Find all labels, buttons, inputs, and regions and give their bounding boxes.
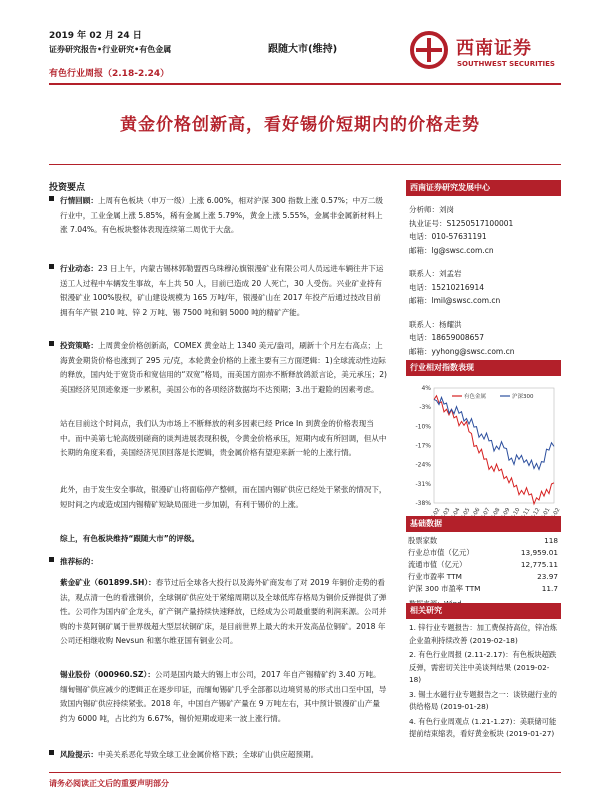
related-item[interactable]: 2. 有色行业周报 (2.11-2.17)：有色板块超跌反弹，需密切关注中美谈判结果 (2019-02-18) <box>409 650 557 684</box>
stat-label: 行业总市值（亿元） <box>408 548 474 557</box>
legend-label: 有色金属 <box>464 394 487 400</box>
y-tick-label: -24% <box>415 461 431 469</box>
related-item[interactable]: 4. 有色行业周观点 (1.21-1.27)：美联储可能提前结束缩表，看好黄金板块 (2019-01-27) <box>409 716 557 738</box>
team-header: 西南证券研究发展中心 <box>406 180 561 196</box>
analyst-license: 执业证号：S1250517100001 <box>409 218 514 228</box>
analyst-email[interactable]: 邮箱：lg@swsc.com.cn <box>409 245 494 255</box>
chart-header: 行业相对指数表现 <box>406 360 561 376</box>
stat-value: 23.97 <box>537 572 558 581</box>
basic-data-table <box>408 535 558 595</box>
series-line-1 <box>434 397 554 469</box>
analyst-phone: 电话：010-57631191 <box>409 232 487 241</box>
para-rating-summary: 综上，有色板块维持“跟随大市”的评级。 <box>60 534 200 543</box>
related-research-header: 相关研究 <box>406 603 561 619</box>
related-research-list <box>409 622 561 743</box>
team-info <box>409 203 514 358</box>
stat-row <box>408 571 558 583</box>
para-market-review <box>60 194 387 238</box>
bullet-icon <box>49 196 54 201</box>
report-type: 证券研究报告•行业研究•有色金属 <box>49 45 172 54</box>
stat-row <box>408 547 558 559</box>
para-label: 紫金矿业（601899.SH）： <box>60 578 156 587</box>
para-label: 行业动态： <box>60 264 98 273</box>
related-item[interactable]: 1. 锌行业专题报告：加工费保持高位，锌冶炼企业盈利持续改善 (2019-02-18) <box>409 623 557 645</box>
para-label: 行情回顾： <box>60 196 98 205</box>
para-text: 上周有色板块（申万一级）上涨 6.00%，相对沪深 300 指数上涨 0.57%；中万二级行业中，工业金属上涨 5.85%，稀有金属上涨 5.79%，黄金上涨 5.55%，金属非金属新材料上涨 7.04%。有色板块整体表现连续第二周优于大盘。 <box>60 196 383 234</box>
para-risk <box>60 748 387 763</box>
basic-data-header: 基础数据 <box>406 516 561 532</box>
report-date: 2019 年 02 月 24 日 <box>49 31 142 41</box>
y-tick-label: -38% <box>415 500 431 507</box>
para-text: 中美关系恶化导致全球工业金属价格下跌；全球矿山供应超预期。 <box>97 750 319 759</box>
para-label: 风险提示： <box>60 750 98 759</box>
header-divider <box>49 83 561 85</box>
bullet-icon <box>49 557 54 562</box>
weekly-label: 有色行业周报（2.18-2.24） <box>49 69 170 79</box>
contact-email[interactable]: 邮箱：yyhong@swsc.com.cn <box>409 346 515 356</box>
para-text: 23 日上午，内蒙古锡林郭勒盟西乌珠穆沁旗银漫矿业有限公司人员远进车辆往井下运送工人过程中车辆发生事故，车上共 50 人，目前已造成 20 人死亡，30 人受伤。兴业矿业持有银漫矿业 100%股权，矿山建设规模为 165 万吨/年，银漫矿山在 2017 年投产后通过技改目前拥有年产银 210 吨、锌 2 万吨、锡 7500 吨和铜 5000 吨的精矿产能。 <box>60 264 384 317</box>
logo-cn: 西南证券 <box>456 38 532 59</box>
y-tick-label: 4% <box>421 385 431 392</box>
footer-divider <box>49 772 561 773</box>
analyst-name: 分析师：刘岗 <box>409 205 454 214</box>
related-item[interactable]: 3. 锡土水磁行业专题报告之一：谈铁磁行业的供给格局 (2019-01-28) <box>409 689 557 711</box>
contact-name: 联系人：刘孟岩 <box>409 269 462 278</box>
stat-label: 流通市值（亿元） <box>408 560 467 569</box>
stat-value: 12,775.11 <box>520 560 558 569</box>
logo-en: SOUTHWEST SECURITIES <box>457 60 555 68</box>
section-investment-points: 投资要点 <box>49 183 86 193</box>
bullet-icon <box>49 341 54 346</box>
plot-frame <box>434 388 554 503</box>
title-divider <box>49 164 561 165</box>
para-gold-outlook: 站在目前这个时间点，我们认为市场上不断释放的利多因素已经 Price In 到黄金的价格表现当中。而中美第七轮高级别磋商的谈判进展表现积极，令黄金价格承压，短期内或有所回调，但从中长期的角度来看，美国经济见顶回落是长逻辑，贵金属价格有望迎来新一轮的上涨行情。 <box>60 419 387 457</box>
stat-value: 13,959.01 <box>520 548 558 557</box>
stat-label: 沪深 300 市盈率 TTM <box>408 584 481 593</box>
contact-phone: 电话：18659008657 <box>409 333 484 342</box>
para-industry-news <box>60 262 387 320</box>
stat-value: 11.7 <box>541 584 558 593</box>
contact-phone: 电话：15210216914 <box>409 282 484 292</box>
para-text: 公司是国内最大的锡上市公司，2017 年自产锡精矿约 3.40 万吨。缅甸锡矿供应减少的逻辑正在逐步印证，而缅甸锡矿几乎全部都以边境贸易的形式出口至中国，导致国内锡矿供应持续紧张。2018 年，中国自产锡矿产量在 9 万吨左右，其中预计银漫矿山产量约为 6000 吨，占比约为 6.67%，锡价短期或迎来一波上涨行情。 <box>60 670 387 723</box>
para-label: 锡业股份（000960.SZ）： <box>60 670 155 679</box>
para-text: 春节过后全球各大投行以及海外矿商发布了对 2019 年铜价走势的看法，观点清一色的看涨铜价，全球铜矿供应处于紧缩周期以及全球低库存格局为铜价反弹提供了弹性。公司作为国内矿企龙头，矿产铜产量持续快速释放，已经成为公司最重要的利润来源。公司并购的卡莫阿铜矿属于世界级超大型层状铜矿床，是目前世界上最大的未开发高品位铜矿。2018 年公司还相继收购 Nevsun 和塞尔维亚国有铜业公司。 <box>60 578 387 645</box>
para-strategy <box>60 339 387 397</box>
stat-row <box>408 583 558 595</box>
contact-name: 联系人：杨耀洪 <box>409 319 462 329</box>
stat-label: 股票家数 <box>408 536 438 545</box>
para-label: 投资策略： <box>60 341 98 350</box>
y-tick-label: -3% <box>419 404 431 412</box>
para-recommend-label <box>60 555 387 570</box>
stat-row <box>408 535 558 547</box>
y-tick-label: -31% <box>415 480 431 488</box>
y-tick-label: -10% <box>415 423 431 431</box>
contact-email[interactable]: 邮箱：lmil@swsc.com.cn <box>409 296 501 305</box>
footer-disclaimer: 请务必阅读正文后的重要声明部分 <box>49 779 169 788</box>
para-label: 推荐标的： <box>60 557 98 566</box>
para-tin-industry <box>60 668 387 726</box>
legend-label: 沪深300 <box>512 394 534 400</box>
para-text: 上周黄金价格创新高，COMEX 黄金站上 1340 美元/盎司，刷新十个月左右高点；上海黄金期货价格也涨到了 295 元/克，本轮黄金价格的上涨主要有三方面逻辑：1)全球流动性边际的释放，国内处于宽货币和宽信用的“双宽”格局，而美国方面亦不断释放鸽派言论，美元承压；2)美国经济见顶迹象逐一步累积，美国公布的各项经济数据均不达预期；3.出于避险的因素考虑。 <box>60 341 388 394</box>
stat-label: 行业市盈率 TTM <box>408 572 462 581</box>
y-tick-label: -17% <box>415 442 431 450</box>
bullet-icon <box>49 264 54 269</box>
para-tin-outlook: 此外，由于发生安全事故，银漫矿山将面临停产整顿，而在国内锡矿供应已经处于紧张的情况下，短时间之内或造成国内锡精矿短缺局面进一步加剧，有利于锡价的上涨。 <box>60 485 387 509</box>
report-title: 黄金价格创新高，看好锡价短期内的价格走势 <box>120 115 480 135</box>
stat-row <box>408 559 558 571</box>
stat-value: 118 <box>544 536 558 545</box>
bullet-icon <box>49 750 54 755</box>
para-zijin <box>60 576 387 649</box>
rating: 跟随大市(维持) <box>268 44 338 55</box>
